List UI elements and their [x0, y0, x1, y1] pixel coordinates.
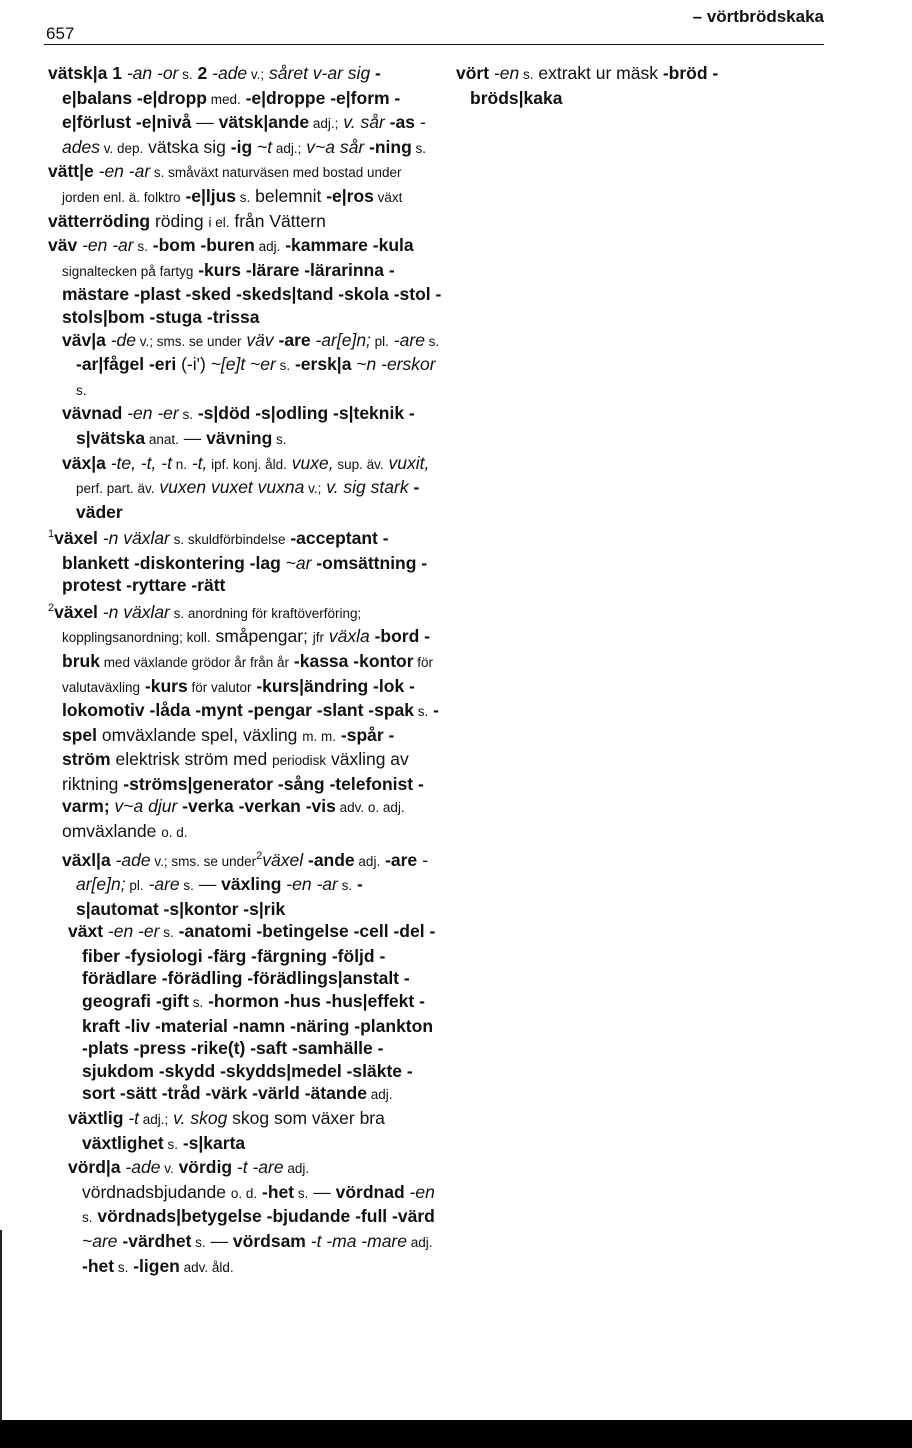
entry-text: pl.	[125, 878, 144, 894]
entry-text: -t	[123, 1108, 140, 1129]
entry-text: -bord -bruk	[62, 626, 430, 671]
entry-text: —	[191, 112, 219, 133]
entry-text: -t -are	[232, 1157, 284, 1178]
entry-text: -värdhet	[117, 1230, 192, 1251]
entry-text: s.	[114, 1259, 129, 1275]
entry-text: pl.	[370, 333, 389, 349]
entry-text: v. sig stark	[321, 477, 409, 498]
entry-text: -ande	[303, 849, 355, 870]
entry-text: -ersk|a	[290, 354, 352, 375]
dictionary-entry	[62, 329, 442, 403]
entry-text: växel	[262, 849, 304, 870]
entry-text: med växlande grödor år från år	[99, 654, 290, 670]
entry-text: -kurs|ändring -lok -lokomotiv -låda -mynt -pengar -slant -spak	[62, 675, 415, 721]
entry-text: n.	[171, 456, 187, 472]
side-rule	[0, 1230, 2, 1420]
entry-text: -bröd -bröds|kaka	[470, 63, 719, 108]
entry-text: -en -ar	[281, 874, 338, 895]
entry-text: vördnads|betygelse -bjudande -full -värd	[92, 1206, 435, 1227]
entry-text: ~ar	[280, 552, 312, 573]
entry-text: adj.;	[272, 140, 302, 156]
entry-text: -ar[e]n;	[310, 329, 371, 350]
entry-text: v. skog	[168, 1108, 228, 1129]
entry-text: -e|ros	[326, 185, 374, 206]
entry-text: v.;	[247, 67, 265, 82]
entry-text: -ades	[62, 112, 426, 157]
headword: vätsk|a 1	[48, 63, 122, 83]
entry-text: -are	[143, 874, 180, 895]
headword: vävnad	[62, 403, 123, 424]
dictionary-entry	[48, 523, 442, 597]
entry-text: växtlighet	[82, 1132, 164, 1153]
entry-text: s.	[519, 67, 534, 82]
entry-text: röding	[150, 210, 209, 231]
entry-text: o. d.	[161, 825, 188, 841]
entry-text: s.	[159, 925, 174, 941]
entry-text: -en -er	[122, 403, 179, 424]
headword: växl|a	[62, 849, 111, 870]
dictionary-entry	[48, 597, 442, 845]
headword: väv	[48, 235, 78, 256]
entry-text: s.	[424, 333, 440, 349]
entry-text: -kassa -kontor	[289, 650, 414, 671]
entry-text: s.	[272, 431, 287, 447]
entry-text: ~n -erskor	[351, 354, 436, 375]
entry-text: -as	[384, 112, 415, 133]
entry-text: s.	[414, 704, 429, 720]
entry-text: adj.	[407, 1234, 433, 1250]
entry-text: jfr	[312, 630, 324, 646]
entry-text: -te, -t, -t	[105, 452, 172, 473]
entry-text: -ade	[120, 1157, 161, 1178]
entry-text: -en	[404, 1181, 435, 1202]
entry-text: adv. åld.	[179, 1259, 234, 1275]
dictionary-entry	[62, 845, 442, 921]
entry-text: belemnit	[250, 185, 327, 206]
bottom-scan-bar	[0, 1420, 912, 1448]
dictionary-entry	[68, 1156, 442, 1279]
entry-text: —	[205, 1230, 233, 1251]
entry-text: o. d.	[230, 1185, 258, 1201]
entry-text: vuxit,	[383, 452, 430, 473]
page-number: 657	[46, 24, 75, 43]
entry-text: -t -ma -mare	[305, 1230, 407, 1251]
entry-text: s.	[76, 382, 87, 398]
entry-text: adj.;	[139, 1112, 169, 1128]
dictionary-entry	[48, 210, 442, 235]
right-column	[456, 62, 796, 109]
entry-text: vuxe,	[286, 452, 334, 473]
entry-text: -are	[380, 849, 418, 870]
entry-text: växt	[373, 189, 403, 205]
entry-text: s.	[179, 878, 194, 894]
entry-text: -en -ar	[93, 161, 151, 182]
dictionary-entry	[62, 452, 442, 524]
entry-text: växling av riktning	[62, 749, 409, 794]
entry-text: -are	[388, 329, 425, 350]
entry-text: -ade	[207, 63, 248, 83]
entry-text: s. småväxt naturväsen med bostad under jorden enl. ä. folktro	[62, 165, 402, 205]
entry-text: -kurs	[140, 675, 188, 696]
headword: växel	[54, 528, 98, 549]
entry-text: s.	[191, 1234, 206, 1250]
entry-text: v.;	[304, 481, 322, 497]
entry-text: växling	[221, 874, 282, 895]
entry-text: -anatomi -betingelse -cell -del -fiber -fysiologi -färg -färgning -följd -förädlare -förädling -förädlings|anstalt -geografi -gift	[82, 921, 436, 1012]
entry-text: v.	[160, 1161, 174, 1177]
entry-text: från Vättern	[229, 210, 326, 231]
entry-text: vätska sig	[143, 136, 231, 157]
entry-text: s.	[188, 995, 204, 1011]
entry-text: ~are	[82, 1230, 118, 1251]
entry-text: -s|död -s|odling -s|teknik -s|vätska	[76, 403, 415, 448]
entry-text: ~[e]t ~er	[210, 354, 276, 375]
entry-text: -ig	[230, 136, 253, 157]
entry-text: vätsk|ande	[218, 112, 310, 133]
entry-text: extrakt ur mäsk	[533, 63, 663, 83]
entry-text: -t,	[186, 452, 208, 473]
entry-text: -väder	[76, 477, 420, 522]
entry-text: -ligen	[128, 1255, 180, 1276]
entry-text: -acceptant -blankett -diskontering -lag	[62, 528, 389, 573]
entry-text: -het	[82, 1255, 115, 1276]
entry-text: s.	[411, 140, 427, 156]
entry-text: s.	[236, 189, 251, 205]
entry-text: -e|droppe -e|form -e|förlust -e|nivå	[62, 87, 401, 133]
entry-text: -en -ar	[77, 235, 134, 256]
entry-text: v. dep.	[99, 140, 144, 156]
entry-text: —	[178, 427, 207, 448]
entry-text: ~t	[252, 136, 273, 157]
entry-text: väv	[241, 329, 274, 350]
entry-text: —	[193, 874, 222, 895]
headword: vätt|e	[48, 161, 94, 182]
dictionary-entry	[68, 1107, 442, 1156]
entry-text: -en -er	[103, 921, 160, 942]
entry-text: med.	[206, 91, 241, 107]
entry-text: signaltecken på fartyg	[62, 263, 194, 279]
entry-text: s. anordning för kraftöverföring; kopplingsanordning; koll.	[62, 605, 362, 646]
entry-text: -kurs -lärare -lärarinna -mästare -plast -sked -skeds|tand -skola -stol -stols|bom -stuga -trissa	[62, 259, 442, 327]
entry-text: v. sår	[338, 112, 385, 133]
entry-text: 2	[256, 849, 263, 862]
entry-text: adj.;	[309, 116, 339, 132]
headword: växel	[54, 601, 98, 622]
entry-text: s.	[82, 1210, 93, 1226]
entry-text: vävning	[206, 427, 273, 448]
entry-text: -bom -buren	[147, 235, 255, 256]
headword: vörd|a	[68, 1157, 121, 1178]
entry-text: -het	[257, 1181, 295, 1202]
entry-text: s.	[133, 239, 148, 255]
headword: vört	[456, 63, 490, 83]
entry-text: -e|balans -e|dropp	[62, 63, 381, 108]
entry-text: periodisk	[272, 753, 327, 769]
entry-text: v.; sms. se under	[135, 333, 242, 349]
entry-text: vördsam	[232, 1230, 306, 1251]
entry-text: i el.	[208, 214, 230, 230]
entry-text: -n växlar	[97, 601, 170, 622]
homograph-number: 1	[48, 528, 55, 541]
dictionary-entry	[456, 62, 796, 109]
entry-text: v~a sår	[301, 136, 365, 157]
guideword: – vörtbrödskaka	[692, 7, 824, 26]
entry-text: -ning	[364, 136, 412, 157]
entry-text: —	[308, 1181, 336, 1202]
dictionary-entry	[48, 62, 442, 160]
entry-text: -n växlar	[97, 528, 170, 549]
entry-text: -spår -ström	[62, 724, 395, 770]
entry-text: -ströms|generator -sång -telefonist -varm;	[62, 773, 424, 817]
entry-text: adj.	[283, 1161, 310, 1177]
entry-text: (-i')	[176, 354, 211, 375]
entry-text: s. skuldförbindelse	[169, 532, 286, 548]
entry-text: -omsättning -protest -ryttare -rätt	[62, 552, 428, 596]
entry-text: s.	[178, 407, 193, 423]
entry-text: s.	[294, 1185, 309, 1201]
entry-text: omväxlande	[62, 821, 162, 842]
entry-text: -e|ljus	[180, 185, 237, 206]
entry-text: vördnad	[335, 1181, 405, 1202]
entry-text: vuxen vuxet vuxna	[154, 477, 305, 498]
entry-text: -s|automat -s|kontor -s|rik	[76, 874, 363, 919]
entry-text: anat.	[145, 431, 179, 447]
entry-text: m. m.	[302, 728, 337, 744]
entry-text: s.	[275, 358, 291, 374]
entry-text: -are	[273, 329, 311, 350]
header-rule	[44, 44, 824, 45]
headword: väx|a	[62, 452, 106, 473]
entry-text: -de	[105, 329, 136, 350]
entry-text: perf. part. äv.	[76, 481, 155, 497]
entry-text: ipf. konj. åld.	[207, 456, 287, 472]
entry-text: -ar|fågel -eri	[76, 354, 177, 375]
entry-text: v~a djur	[109, 796, 178, 817]
entry-text: adj.	[254, 239, 281, 255]
entry-text: -verka -verkan -vis	[177, 796, 336, 817]
entry-text: vördnadsbjudande	[82, 1181, 231, 1202]
entry-text: v.; sms. se under	[150, 853, 257, 869]
entry-text: -kammare -kula	[280, 235, 414, 256]
homograph-number: 2	[48, 601, 55, 614]
dictionary-entry	[68, 920, 442, 1107]
headword: väv|a	[62, 329, 106, 350]
entry-text: adj.	[366, 1087, 393, 1103]
headword: vätterröding	[48, 210, 151, 231]
entry-text: såret v-ar sig	[264, 63, 371, 83]
entry-text: växla	[324, 626, 370, 647]
headword: växtlig	[68, 1108, 124, 1129]
entry-text: omväxlande spel, växling	[97, 724, 303, 745]
entry-text: -s|karta	[177, 1132, 246, 1153]
entry-text: s.	[337, 878, 353, 894]
entry-text: -an -or	[121, 63, 179, 83]
dictionary-entry	[62, 402, 442, 451]
entry-text: -ade	[110, 849, 151, 870]
entry-text: elektrisk ström med	[110, 749, 273, 770]
dictionary-entry	[48, 160, 442, 209]
entry-text: för valutor	[187, 679, 252, 695]
entry-text: för valutaväxling	[62, 654, 434, 695]
entry-text: 2	[192, 63, 208, 83]
entry-text: adj.	[354, 853, 381, 869]
entry-text: s.	[163, 1136, 178, 1152]
entry-text: -ar[e]n;	[76, 849, 428, 895]
headword: växt	[68, 921, 104, 942]
entry-text: småpengar;	[210, 626, 313, 647]
entry-text: -hormon -hus -hus|effekt -kraft -liv -material -namn -näring -plankton -plats -press -rike(t) -saft -samhälle -sjukdom -skydd -skydds|medel -släkte -sort -sätt -tråd -värk -värld -ätande	[82, 991, 434, 1104]
left-column	[48, 62, 442, 1279]
entry-text: -spel	[62, 700, 439, 745]
entry-text: adv. o. adj.	[335, 800, 405, 816]
dictionary-entry	[48, 234, 442, 328]
entry-text: sup. äv.	[333, 456, 384, 472]
entry-text: vördig	[173, 1157, 233, 1178]
entry-text: -en	[489, 63, 520, 83]
entry-text: skog som växer bra	[227, 1108, 385, 1129]
entry-text: s.	[178, 67, 193, 82]
